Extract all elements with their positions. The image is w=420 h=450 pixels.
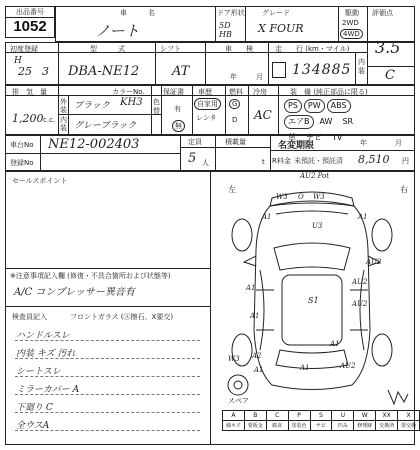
score-label: 評価点 (372, 9, 393, 17)
mark-door-left-rear: A1 (250, 312, 260, 320)
mark-fender-right: A1 (358, 213, 368, 221)
mileage-value: 134885 (292, 62, 352, 78)
warranty-no-circled: 無 (172, 120, 185, 132)
car-diagram (212, 180, 412, 405)
equip-tv: TV (332, 133, 343, 142)
displacement-unit: c.c. (43, 116, 56, 124)
inspection-year-unit: 年 (230, 73, 237, 81)
caution-label: ※注意事項記入欄 (修復・不具合箇所および状態等) (10, 272, 171, 280)
equip-airbag: エアB (284, 115, 314, 129)
inspector-signature (384, 386, 412, 408)
year: 25 (18, 65, 32, 78)
month: 3 (42, 65, 49, 78)
equip-navi: ナビ (306, 133, 322, 142)
mark-door-right-front: AU2 (352, 278, 368, 286)
legend-code: A (223, 411, 245, 421)
capacity-unit: 人 (202, 159, 209, 167)
color-change-label: 色替 (153, 98, 160, 115)
equip-pw: PW (304, 99, 325, 113)
history-rental: レンタ (196, 114, 217, 122)
inspection-label: 車 検 (225, 45, 253, 53)
history-private-circled: 自家用 (194, 98, 221, 110)
color-no-label: カラーNo. (112, 88, 145, 96)
legend-code: X (398, 411, 420, 421)
damage-legend (222, 410, 420, 431)
recycle-value: 8,510 (358, 153, 390, 166)
inspection-month-unit: 月 (256, 73, 263, 81)
mark-hood: U3 (312, 222, 323, 230)
diagram-top-note: AU2 Pot (300, 172, 330, 180)
name-change-month: 月 (395, 139, 402, 147)
mark-roof: S1 (308, 296, 319, 305)
payload-label: 積載量 (225, 138, 246, 146)
mark-rear-a2: A2 (252, 352, 262, 360)
legend-desc: 修理跡 (354, 421, 376, 431)
legend-desc: 交換済 (376, 421, 398, 431)
mark-rear-window: A1 (330, 340, 340, 348)
remark-3: シートスレ (16, 367, 61, 377)
mileage-unit-box (272, 62, 286, 78)
chassis-value: NE12-002403 (48, 137, 140, 152)
grade-value: X FOUR (258, 22, 304, 35)
warranty-yes: 有 (174, 105, 181, 113)
mark-rear-w3: W3 (228, 355, 240, 363)
payload-unit: t (262, 158, 265, 166)
doors-label: ドア形状 (217, 9, 245, 17)
remark-5: 下廻り C (16, 403, 53, 413)
exterior-color: ブラック (74, 101, 110, 111)
aircon-value: AC (254, 108, 272, 122)
equip-ps: PS (284, 99, 302, 113)
drive-2wd: 2WD (342, 19, 359, 27)
mark-front-o: O (298, 193, 304, 201)
interior-grade: C (385, 68, 395, 83)
legend-code: C (266, 411, 288, 421)
model-code: DBA-NE12 (68, 64, 140, 79)
first-reg-label: 初度登録 (10, 45, 38, 53)
mark-front-w3-left: W3 (276, 193, 288, 201)
legend-code: XX (376, 411, 398, 421)
legend-code: B (244, 411, 266, 421)
displacement-value: 1,200 (12, 112, 44, 125)
fuel-d: D (232, 116, 238, 124)
mark-rear-bumper: A1 (300, 364, 310, 372)
capacity-label: 定員 (188, 138, 202, 146)
warranty-label: 保証書 (163, 88, 184, 96)
equip-aw: AW (319, 117, 333, 126)
chassis-label: 車台No (10, 141, 34, 149)
interior-label: 内装 (358, 58, 365, 75)
diagram-left-label: 左 (228, 185, 236, 194)
windshield-label: フロントガラス (Ⓐ擦石、X要交) (70, 313, 174, 321)
equip-sr: SR (342, 117, 354, 126)
history-label: 車歴 (198, 88, 212, 96)
drive-4wd-circled: 4WD (340, 29, 363, 39)
color-code: KH3 (120, 97, 143, 108)
mark-door-right-rear: AU2 (352, 300, 368, 308)
recycle-status: 未預託・預託済 (294, 157, 343, 165)
legend-desc: サビ (310, 421, 332, 431)
doors-value: 5D HB (219, 21, 232, 39)
legend-desc: 腐食 (266, 421, 288, 431)
model-label: 型 式 (90, 45, 125, 53)
mark-front-w3-right: W3 (313, 193, 325, 201)
name-change-label: 名変期限 (278, 141, 315, 151)
legend-code: U (332, 411, 354, 421)
shift-value: AT (172, 64, 190, 79)
equip-leather: 革 (288, 133, 296, 142)
recycle-unit: 円 (402, 157, 409, 165)
lot-number: 1052 (13, 18, 47, 35)
row-registration (5, 42, 415, 85)
remark-1: ハンドルスレ (16, 331, 70, 341)
recycle-label: R料金 (272, 157, 291, 165)
car-name-label: 車 名 (120, 9, 155, 17)
era: H (14, 56, 22, 66)
remark-4: ミラーカバー A (16, 385, 80, 395)
legend-desc: 塗装色 (288, 421, 310, 431)
score-value: 3.5 (375, 38, 401, 57)
equip-abs: ABS (327, 99, 351, 113)
legend-desc: 要交換 (398, 421, 420, 431)
caution-text: A/C コンプレッサー異音有 (14, 287, 135, 298)
reg-no-label: 登録No (10, 159, 34, 167)
lot-label: 出品番号 (6, 7, 54, 18)
exterior-color-label: 外装 (60, 98, 67, 114)
car-name: ノート (95, 22, 140, 40)
legend-desc: 要板金 (244, 421, 266, 431)
name-change-year: 年 (360, 139, 367, 147)
legend-code: P (288, 411, 310, 421)
drive-label: 駆動 (345, 9, 359, 17)
remark-2: 内装 キズ 汚れ (16, 349, 76, 359)
mark-door-left-front: A1 (246, 284, 256, 292)
mark-mirror-right: AU2 (366, 258, 382, 266)
mark-rear-a1: A1 (254, 366, 264, 374)
interior-color: グレーブラック (74, 121, 137, 131)
remark-6: 全ウスA (16, 421, 50, 431)
shift-label: シフト (160, 45, 181, 53)
interior-color-label: 内装 (60, 116, 67, 132)
legend-code: W (354, 411, 376, 421)
fuel-label: 燃料 (229, 88, 243, 96)
mark-fender-left: A1 (262, 213, 272, 221)
spare-label: スペア (228, 397, 249, 405)
displacement-label: 排 気 量 (12, 88, 47, 96)
mark-rear-au2: AU2 (340, 362, 356, 370)
grade-label: グレード (262, 9, 290, 17)
capacity-value: 5 (188, 151, 197, 166)
aircon-label: 冷房 (253, 88, 267, 96)
legend-desc: 凹み (332, 421, 354, 431)
legend-desc: 線キズ (223, 421, 245, 431)
sales-point-label: セールスポイント (12, 177, 68, 185)
diagram-right-label: 右 (400, 185, 408, 194)
equipment-label: 装 備 (純正部品に限る) (290, 88, 368, 96)
inspector-label: 検査員記入 (12, 313, 47, 321)
mileage-label: 走 行 (km・マイル) (275, 45, 350, 53)
legend-code: S (310, 411, 332, 421)
fuel-g-circled: G (229, 99, 240, 109)
lot-box (5, 6, 55, 38)
